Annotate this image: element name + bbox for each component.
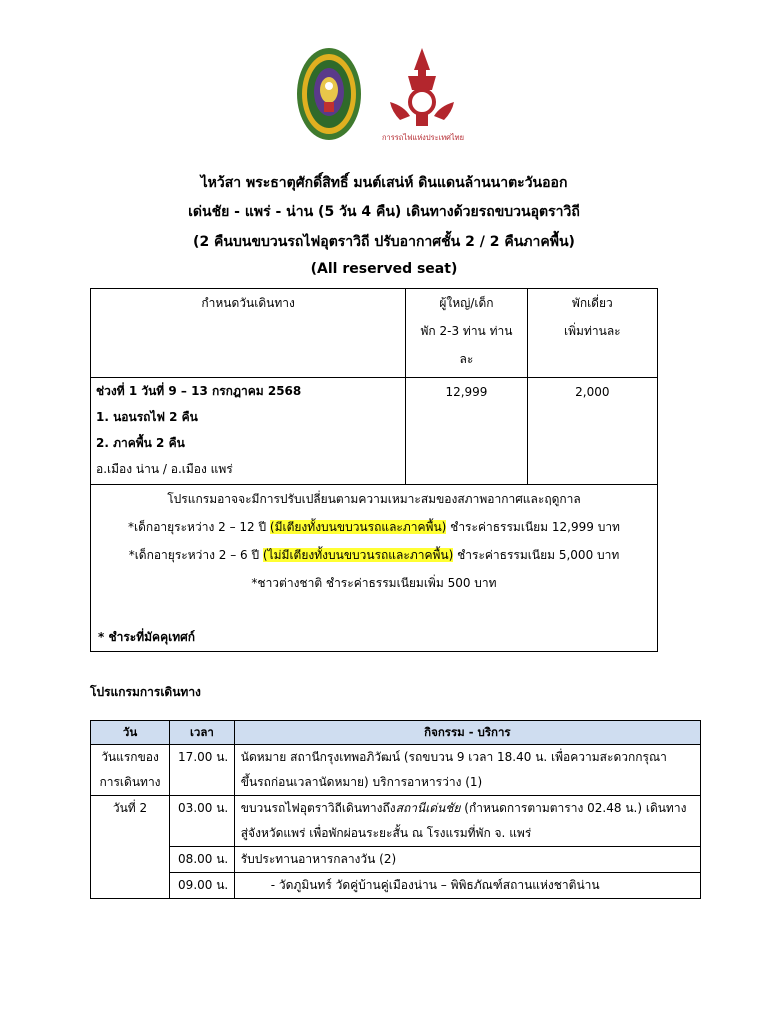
- activity-header: กิจกรรม - บริการ: [234, 721, 700, 745]
- note-child-with-bed-post: ชำระค่าธรรมเนียม 12,999 บาท: [446, 520, 620, 534]
- itinerary-row: [91, 873, 701, 899]
- itinerary-header-row: [91, 721, 701, 745]
- adult-header-line-2: พัก 2-3 ท่าน ท่าน: [420, 324, 513, 338]
- note-child-with-bed-highlight: (มีเตียงทั้งบนขบวนรถและภาคพื้น): [269, 520, 447, 534]
- title-line-4: (All reserved seat): [310, 261, 458, 277]
- adult-header-line-1: ผู้ใหญ่/เด็ก: [439, 296, 494, 310]
- single-header-line-1: พักเดี่ยว: [571, 296, 613, 310]
- time-label: 08.00 น.: [178, 852, 229, 866]
- day-label-line-2: การเดินทาง: [99, 775, 161, 789]
- note-child-with-bed: [91, 513, 657, 541]
- activity-line-2: สู่จังหวัดแพร่ เพื่อพักผ่อนระยะสั้น ณ โรงแรมที่พัก จ. แพร่: [240, 826, 532, 840]
- adult-header-line-3: ละ: [459, 352, 474, 366]
- title-line-1: ไหว้สา พระธาตุศักดิ์สิทธิ์ มนต์เสน่ห์ ดินแดนล้านนาตะวันออก: [200, 175, 568, 191]
- note-child-no-bed-post: ชำระค่าธรรมเนียม 5,000 บาท: [453, 548, 620, 562]
- time-label: 03.00 น.: [178, 801, 229, 815]
- period-cell: [91, 378, 406, 485]
- date-header-cell: [91, 289, 406, 378]
- title-line-3: (2 คืนบนขบวนรถไฟอุตราวิถี ปรับอากาศชั้น 2 / 2 คืนภาคพื้น): [193, 234, 575, 250]
- time-cell: [170, 796, 235, 847]
- activity-text: (กำหนดการตามตาราง 02.48 น.) เดินทาง: [460, 801, 687, 815]
- single-header-line-2: เพิ่มท่านละ: [564, 324, 621, 338]
- activity-cell: [234, 796, 700, 847]
- program-heading: โปรแกรมการเดินทาง: [90, 685, 201, 699]
- period-title: ช่วงที่ 1 วันที่ 9 – 13 กรกฎาคม 2568: [96, 384, 302, 398]
- activity-line-2: ขึ้นรถก่อนเวลานัดหมาย) บริการอาหารว่าง (1): [240, 775, 483, 789]
- notes-cell: [91, 485, 658, 652]
- notes-row: [91, 485, 658, 652]
- railway-caption: การรถไฟแห่งประเทศไทย: [381, 133, 465, 142]
- time-label: 17.00 น.: [178, 750, 229, 764]
- adult-price-cell: [406, 378, 527, 485]
- note-guide-payment: * ชำระที่มัคคุเทศก์: [98, 630, 195, 644]
- period-location: อ.เมือง น่าน / อ.เมือง แพร่: [96, 462, 233, 476]
- day-cell: [91, 745, 170, 796]
- period-ground-nights: 2. ภาคพื้น 2 คืน: [96, 436, 185, 450]
- adult-price: 12,999: [445, 385, 488, 399]
- note-weather: โปรแกรมอาจจะมีการปรับเปลี่ยนตามความเหมาะสมของสภาพอากาศและฤดูกาล: [167, 492, 581, 506]
- adult-header-cell: [406, 289, 527, 378]
- note-child-with-bed-pre: *เด็กอายุระหว่าง 2 – 12 ปี: [128, 520, 270, 534]
- title-line-2: เด่นชัย - แพร่ - น่าน (5 วัน 4 คืน) เดินทางด้วยรถขบวนอุตราวิถี: [188, 204, 580, 220]
- university-seal-logo: [296, 46, 362, 142]
- activity-line-1: [235, 796, 700, 821]
- day-label: วันที่ 2: [112, 801, 148, 815]
- itinerary-table: [90, 720, 701, 899]
- time-cell: [170, 847, 235, 873]
- activity-cell: [234, 873, 700, 899]
- note-child-no-bed: [91, 541, 657, 569]
- time-cell: [170, 873, 235, 899]
- day-cell: [91, 796, 170, 899]
- price-header-row: [91, 289, 658, 378]
- period-train-nights: 1. นอนรถไฟ 2 คืน: [96, 410, 198, 424]
- single-header-cell: [527, 289, 657, 378]
- itinerary-row: [91, 745, 701, 796]
- activity-line-1: นัดหมาย สถานีกรุงเทพอภิวัฒน์ (รถขบวน 9 เวลา 18.40 น. เพื่อความสะดวกกรุณา: [240, 750, 667, 764]
- time-label: 09.00 น.: [178, 878, 229, 892]
- activity-bullet: - วัดภูมินทร์ วัดคู่บ้านคู่เมืองน่าน – พิพิธภัณฑ์สถานแห่งชาติน่าน: [270, 878, 600, 892]
- time-cell: [170, 745, 235, 796]
- note-foreigner: *ชาวต่างชาติ ชำระค่าธรรมเนียมเพิ่ม 500 บาท: [251, 576, 497, 590]
- railway-logo: [384, 46, 460, 146]
- itinerary-row: [91, 847, 701, 873]
- activity-line: รับประทานอาหารกลางวัน (2): [240, 852, 397, 866]
- activity-text: ขบวนรถไฟอุตราวิถีเดินทางถึง: [240, 801, 396, 815]
- day-label-line-1: วันแรกของ: [101, 750, 159, 764]
- note-child-no-bed-pre: *เด็กอายุระหว่าง 2 – 6 ปี: [128, 548, 263, 562]
- period-row: [91, 378, 658, 485]
- itinerary-row: [91, 796, 701, 847]
- note-child-no-bed-highlight: (ไม่มีเตียงทั้งบนขบวนรถและภาคพื้น): [262, 548, 454, 562]
- price-table: [90, 288, 658, 652]
- single-price-cell: [527, 378, 657, 485]
- time-header: เวลา: [170, 721, 235, 745]
- activity-cell: [234, 847, 700, 873]
- day-header: วัน: [91, 721, 170, 745]
- activity-cell: [234, 745, 700, 796]
- activity-station-name: สถานีเด่นชัย: [395, 801, 461, 815]
- date-header: กำหนดวันเดินทาง: [201, 296, 295, 310]
- single-supplement-price: 2,000: [575, 385, 610, 399]
